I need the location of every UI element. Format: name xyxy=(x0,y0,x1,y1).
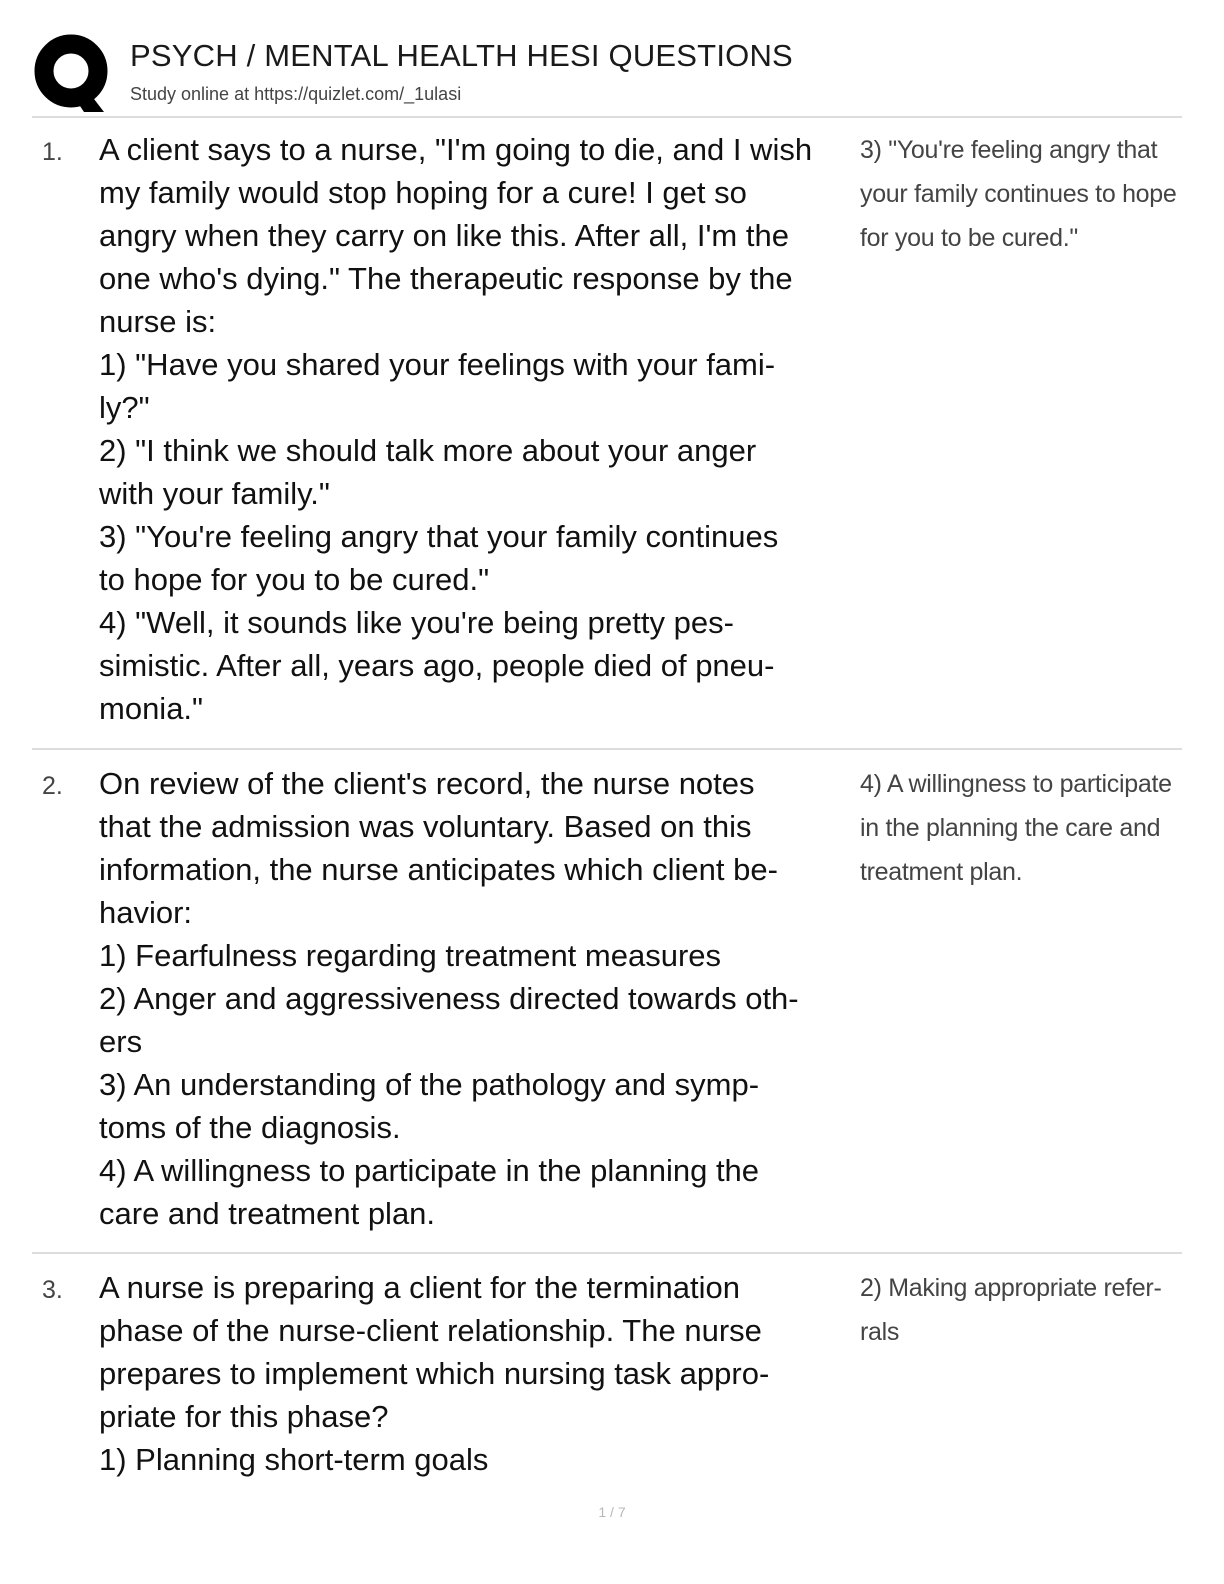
question-line: that the admission was voluntary. Based on this xyxy=(99,809,752,844)
answer-line: 3) "You're feeling angry that xyxy=(860,136,1158,164)
question-line: A client says to a nurse, "I'm going to die, and I wish xyxy=(99,132,813,167)
question-line: A nurse is preparing a client for the termination xyxy=(99,1270,741,1305)
question-line: with your family." xyxy=(99,476,330,511)
question-line: one who's dying." The therapeutic response by the xyxy=(99,261,793,296)
answer-text xyxy=(860,762,1172,894)
answer-line: your family continues to hope xyxy=(860,180,1177,208)
question-line: prepares to implement which nursing task appro- xyxy=(99,1356,770,1391)
answer-line: for you to be cured." xyxy=(860,224,1078,252)
question-line: 3) An understanding of the pathology and symp- xyxy=(99,1067,760,1102)
question-line: care and treatment plan. xyxy=(99,1196,436,1231)
study-online-link-text: Study online at https://quizlet.com/_1ulasi xyxy=(130,84,462,104)
question-text xyxy=(99,128,855,730)
question-line: 3) "You're feeling angry that your family continues xyxy=(99,519,779,554)
question-card-3 xyxy=(32,1266,1182,1486)
question-line: information, the nurse anticipates which client be- xyxy=(99,852,778,887)
question-line: 2) "I think we should talk more about your anger xyxy=(99,433,757,468)
question-number: 3. xyxy=(42,1276,63,1304)
question-line: priate for this phase? xyxy=(99,1399,389,1434)
question-line: monia." xyxy=(99,691,204,726)
question-card-1 xyxy=(32,128,1182,750)
question-line: angry when they carry on like this. After all, I'm the xyxy=(99,218,789,253)
answer-text xyxy=(860,128,1177,260)
question-line: 4) "Well, it sounds like you're being pretty pes- xyxy=(99,605,734,640)
page-header xyxy=(32,34,1182,118)
quizlet-logo-icon xyxy=(34,34,112,112)
question-line: On review of the client's record, the nurse notes xyxy=(99,766,755,801)
answer-line: in the planning the care and xyxy=(860,814,1161,842)
question-number: 1. xyxy=(42,138,63,166)
question-line: 1) Planning short-term goals xyxy=(99,1442,489,1477)
question-line: ers xyxy=(99,1024,143,1059)
question-line: nurse is: xyxy=(99,304,217,339)
question-line: 1) Fearfulness regarding treatment measures xyxy=(99,938,722,973)
answer-line: 4) A willingness to participate xyxy=(860,770,1172,798)
question-line: toms of the diagnosis. xyxy=(99,1110,401,1145)
question-line: my family would stop hoping for a cure! I get so xyxy=(99,175,747,210)
question-line: 4) A willingness to participate in the planning the xyxy=(99,1153,760,1188)
document-title: PSYCH / MENTAL HEALTH HESI QUESTIONS xyxy=(130,38,793,73)
question-card-2 xyxy=(32,762,1182,1254)
question-line: to hope for you to be cured." xyxy=(99,562,490,597)
answer-line: rals xyxy=(860,1318,900,1346)
question-line: 2) Anger and aggressiveness directed towards oth- xyxy=(99,981,799,1016)
question-line: havior: xyxy=(99,895,193,930)
question-number: 2. xyxy=(42,772,63,800)
answer-line: 2) Making appropriate refer- xyxy=(860,1274,1162,1302)
answer-line: treatment plan. xyxy=(860,858,1023,886)
page-number: 1 / 7 xyxy=(598,1504,626,1520)
answer-text xyxy=(860,1266,1172,1354)
question-line: ly?" xyxy=(99,390,150,425)
question-line: simistic. After all, years ago, people died of pneu- xyxy=(99,648,775,683)
question-line: phase of the nurse-client relationship. The nurse xyxy=(99,1313,762,1348)
question-line: 1) "Have you shared your feelings with your fami- xyxy=(99,347,776,382)
question-text xyxy=(99,762,855,1235)
question-text xyxy=(99,1266,855,1481)
